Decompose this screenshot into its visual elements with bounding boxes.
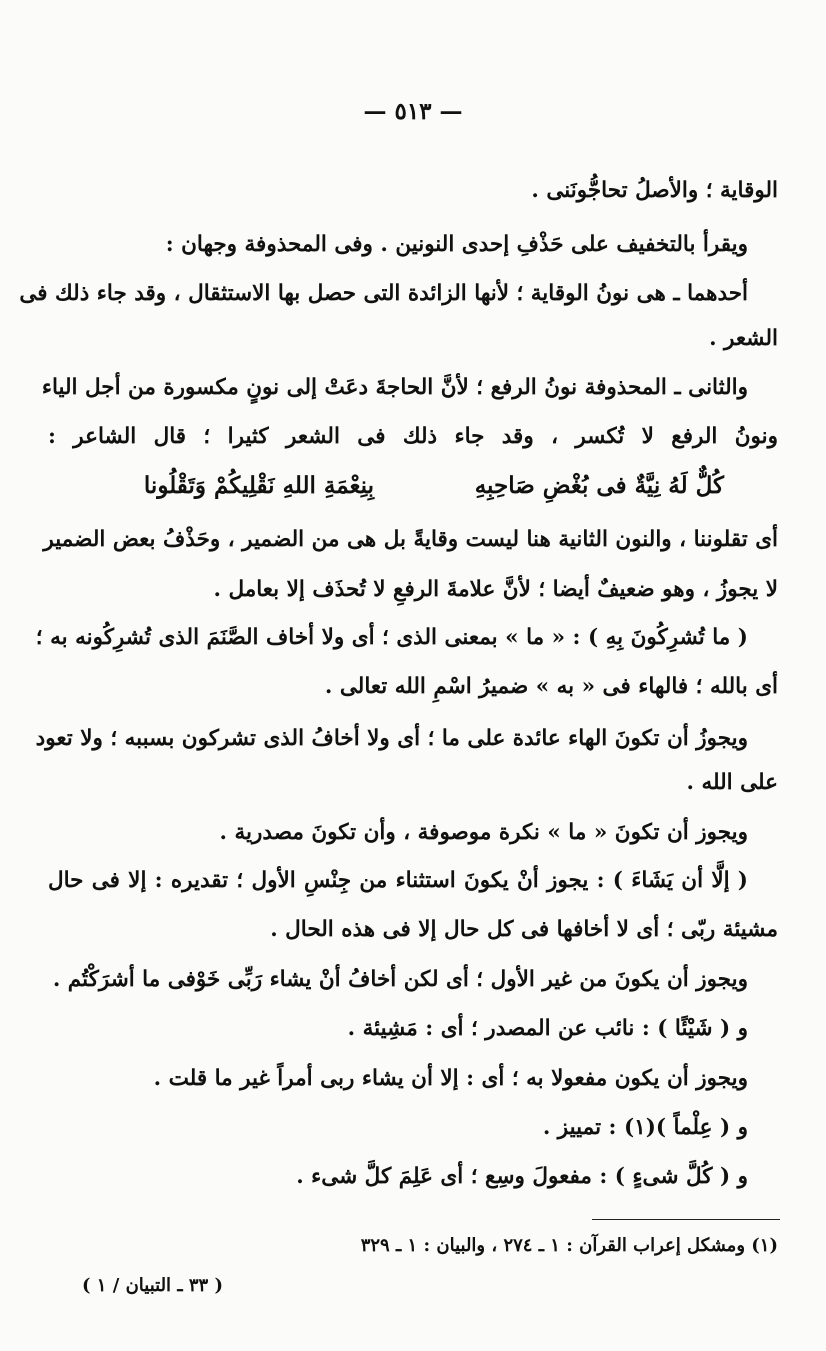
text-line: ويجوزُ أن تكونَ الهاء عائدة على ما ؛ أى ولا أخافُ الذى تشركون بسببه ؛ ولا تعود <box>35 726 748 751</box>
text-line: أحدهما ـ هى نونُ الوقاية ؛ لأنها الزائدة التى حصل بها الاستثقال ، وقد جاء ذلك فى <box>19 281 748 306</box>
text-line: و ( كُلَّ شىءٍ ) : مفعولَ وسِع ؛ أى عَلِمَ كلَّ شىء . <box>296 1164 748 1189</box>
text-line: لا يجوزُ ، وهو ضعيفٌ أيضا ؛ لأنَّ علامةَ الرفعِ لا تُحذَف إلا بعامل . <box>213 577 778 602</box>
text-line: و ( عِلْماً )(١) : تمييز . <box>542 1115 748 1140</box>
text-line: ( ما تُشرِكُونَ بِهِ ) : « ما » بمعنى الذى ؛ أى ولا أخاف الصَّنَمَ الذى تُشرِكُونه به ؛ <box>35 625 748 650</box>
footnote: (١) ومشكل إعراب القرآن : ١ ـ ٢٧٤ ، والبيان : ١ ـ ٣٢٩ <box>360 1235 778 1256</box>
text-line: و ( شَيْئًا ) : نائب عن المصدر ؛ أى : مَشِيئة . <box>347 1016 748 1041</box>
text-line: ويقرأ بالتخفيف على حَذْفِ إحدى النونين . وفى المحذوفة وجهان : <box>165 232 748 257</box>
text-line: والثانى ـ المحذوفة نونُ الرفع ؛ لأنَّ الحاجةَ دعَتْ إلى نونٍ مكسورة من أجل الياء <box>41 375 748 400</box>
text-line: ( إلَّا أن يَشَاءَ ) : يجوز أنْ يكونَ استثناء من جِنْسِ الأول ؛ تقديره : إلا فى حال <box>48 868 748 893</box>
footnote-divider <box>592 1219 780 1220</box>
verse-hemistich-first: كُلٌّ لَهُ نِيَّةٌ فى بُغْضِ صَاحِبِهِ <box>474 472 724 499</box>
signature-mark: ( ٣٣ ـ التبيان / ١ ) <box>82 1275 224 1296</box>
text-line: أى تقلوننا ، والنون الثانية هنا ليست وقايةً بل هى من الضمير ، وحَذْفُ بعض الضمير <box>43 527 778 552</box>
text-line: ويجوز أن تكونَ « ما » نكرة موصوفة ، وأن تكونَ مصدرية . <box>219 820 748 845</box>
text-line: الشعر . <box>709 326 778 351</box>
text-line: على الله . <box>686 770 778 795</box>
text-line: مشيئة ربّى ؛ أى لا أخافها فى كل حال إلا فى هذه الحال . <box>270 917 778 942</box>
text-line: أى بالله ؛ فالهاء فى « به » ضميرُ اسْمِ الله تعالى . <box>324 674 778 699</box>
text-line: ويجوز أن يكونَ من غير الأول ؛ أى لكن أخافُ أنْ يشاء رَبِّى خَوْفى ما أشرَكْتُم . <box>52 967 748 992</box>
verse-hemistich-second: بِنِعْمَةِ اللهِ نَقْلِيكُمْ وَتَقْلُونا <box>143 472 374 499</box>
text-line: ويجوز أن يكون مفعولا به ؛ أى : إلا أن يشاء ربى أمراً غير ما قلت . <box>153 1066 748 1091</box>
page-number: — ٥١٣ — <box>363 98 463 125</box>
text-line: الوقاية ؛ والأصلُ تحاجُّونَنى . <box>531 178 778 203</box>
text-line: ونونُ الرفع لا تُكسر ، وقد جاء ذلك فى الشعر كثيرا ؛ قال الشاعر : <box>48 424 778 449</box>
